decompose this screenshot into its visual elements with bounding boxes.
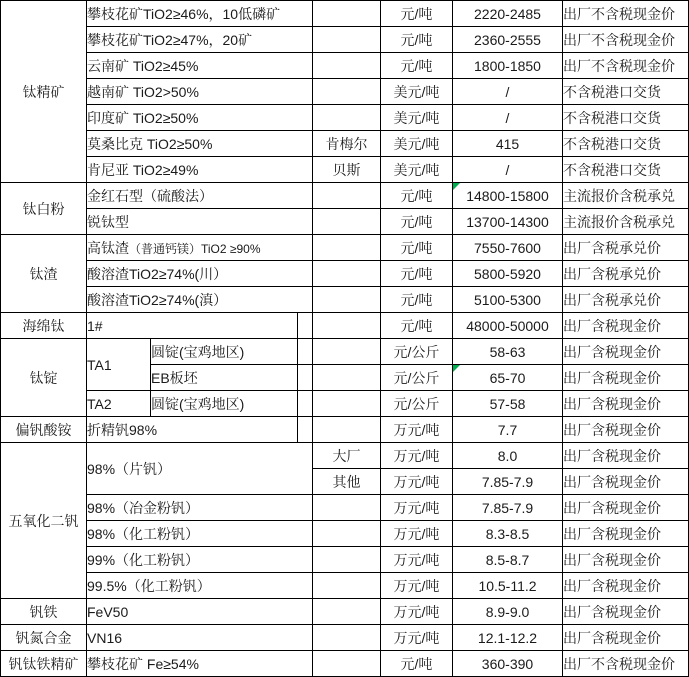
spec-main: 高钛渣 [87, 239, 129, 256]
price-cell: 8.3-8.5 [453, 521, 563, 547]
spec-cell: 99.5%（化工粉钒） [87, 573, 313, 599]
unit-cell: 元/吨 [381, 235, 453, 261]
table-row [1, 79, 689, 105]
terms-cell: 不含税港口交货 [563, 79, 689, 105]
unit-cell: 美元/吨 [381, 79, 453, 105]
unit-cell: 万元/吨 [381, 625, 453, 651]
vendor-cell [313, 313, 381, 339]
terms-cell: 出厂含税现金价 [563, 469, 689, 495]
spec-detail: （普通钙镁）TiO2 ≥90% [129, 241, 261, 256]
price-cell: 10.5-11.2 [453, 573, 563, 599]
spec-cell: 印度矿 TiO2≥50% [87, 105, 313, 131]
table-row [1, 183, 689, 209]
table-row [1, 313, 689, 339]
table-row [1, 261, 689, 287]
unit-cell: 美元/吨 [381, 131, 453, 157]
price-value: 14800-15800 [466, 187, 549, 204]
category-cell: 海绵钛 [1, 313, 87, 339]
gap-cell [298, 417, 313, 443]
gap-cell [298, 339, 313, 365]
unit-cell: 元/吨 [381, 287, 453, 313]
unit-cell: 元/公斤 [381, 365, 453, 391]
terms-cell: 出厂含税承兑价 [563, 235, 689, 261]
unit-cell: 万元/吨 [381, 573, 453, 599]
price-cell: / [453, 105, 563, 131]
vendor-cell [313, 261, 381, 287]
vendor-cell: 大厂 [313, 443, 381, 469]
spec-cell: VN16 [87, 625, 313, 651]
comment-marker-icon [453, 183, 460, 190]
price-cell: 8.0 [453, 443, 563, 469]
price-cell: 2360-2555 [453, 27, 563, 53]
price-cell: 7550-7600 [453, 235, 563, 261]
table-row [1, 27, 689, 53]
spec-cell: 酸溶渣TiO2≥74%(滇） [87, 287, 313, 313]
terms-cell: 出厂含税现金价 [563, 417, 689, 443]
table-row [1, 391, 689, 417]
category-cell: 钒钛铁精矿 [1, 651, 87, 677]
table-row [1, 105, 689, 131]
grade-cell: TA1 [87, 339, 151, 391]
vendor-cell [313, 391, 381, 417]
table-row [1, 131, 689, 157]
vendor-cell [313, 183, 381, 209]
table-row [1, 53, 689, 79]
category-cell: 钒铁 [1, 599, 87, 625]
price-cell [453, 183, 563, 209]
unit-cell: 元/吨 [381, 209, 453, 235]
terms-cell: 不含税港口交货 [563, 105, 689, 131]
spec-cell: 攀枝花矿TiO2≥46%，10低磷矿 [87, 1, 313, 27]
gap-cell [298, 391, 313, 417]
terms-cell: 不含税港口交货 [563, 157, 689, 183]
unit-cell: 元/吨 [381, 313, 453, 339]
table-row [1, 1, 689, 27]
spec-cell: EB板坯 [151, 365, 298, 391]
vendor-cell: 其他 [313, 469, 381, 495]
unit-cell: 元/公斤 [381, 339, 453, 365]
terms-cell: 出厂含税现金价 [563, 625, 689, 651]
vendor-cell [313, 287, 381, 313]
category-cell: 钛渣 [1, 235, 87, 313]
terms-cell: 出厂含税现金价 [563, 443, 689, 469]
vendor-cell [313, 547, 381, 573]
unit-cell: 元/吨 [381, 651, 453, 677]
table-row [1, 495, 689, 521]
vendor-cell [313, 625, 381, 651]
price-cell: 7.7 [453, 417, 563, 443]
unit-cell: 美元/吨 [381, 105, 453, 131]
vendor-cell: 肯梅尔 [313, 131, 381, 157]
spec-cell: 云南矿 TiO2≥45% [87, 53, 313, 79]
table-row [1, 547, 689, 573]
table-row [1, 417, 689, 443]
unit-cell: 美元/吨 [381, 157, 453, 183]
unit-cell: 万元/吨 [381, 521, 453, 547]
terms-cell: 出厂不含税现金价 [563, 651, 689, 677]
vendor-cell [313, 651, 381, 677]
terms-cell: 出厂含税现金价 [563, 365, 689, 391]
spec-cell: 攀枝花矿TiO2≥47%，20矿 [87, 27, 313, 53]
spec-cell: FeV50 [87, 599, 313, 625]
vendor-cell [313, 495, 381, 521]
terms-cell: 出厂含税现金价 [563, 391, 689, 417]
unit-cell: 元/吨 [381, 183, 453, 209]
price-cell: / [453, 157, 563, 183]
terms-cell: 出厂含税承兑价 [563, 261, 689, 287]
vendor-cell [313, 339, 381, 365]
table-row [1, 287, 689, 313]
vendor-cell [313, 365, 381, 391]
gap-cell [298, 365, 313, 391]
price-cell: 13700-14300 [453, 209, 563, 235]
category-cell: 五氧化二钒 [1, 443, 87, 599]
category-cell: 钛精矿 [1, 1, 87, 183]
comment-marker-icon [453, 365, 460, 372]
table-row [1, 651, 689, 677]
price-cell: 8.9-9.0 [453, 599, 563, 625]
price-cell: 5800-5920 [453, 261, 563, 287]
terms-cell: 出厂含税现金价 [563, 313, 689, 339]
gap-cell [298, 313, 313, 339]
table-row [1, 599, 689, 625]
unit-cell: 万元/吨 [381, 417, 453, 443]
table-row [1, 443, 689, 469]
terms-cell: 出厂不含税现金价 [563, 53, 689, 79]
spec-cell: 莫桑比克 TiO2≥50% [87, 131, 313, 157]
spec-cell: 98%（片钒） [87, 443, 313, 495]
table-row [1, 235, 689, 261]
price-value: 65-70 [489, 369, 526, 386]
terms-cell: 出厂含税承兑价 [563, 287, 689, 313]
terms-cell: 主流报价含税承兑 [563, 209, 689, 235]
price-cell: / [453, 79, 563, 105]
terms-cell: 主流报价含税承兑 [563, 183, 689, 209]
price-cell: 360-390 [453, 651, 563, 677]
terms-cell: 出厂含税现金价 [563, 339, 689, 365]
unit-cell: 万元/吨 [381, 547, 453, 573]
price-cell: 415 [453, 131, 563, 157]
table-row [1, 157, 689, 183]
category-cell: 偏钒酸铵 [1, 417, 87, 443]
vendor-cell [313, 105, 381, 131]
vendor-cell [313, 521, 381, 547]
spec-cell: 酸溶渣TiO2≥74%(川） [87, 261, 313, 287]
terms-cell: 出厂含税现金价 [563, 573, 689, 599]
vendor-cell: 贝斯 [313, 157, 381, 183]
spec-cell: 肯尼亚 TiO2≥49% [87, 157, 313, 183]
terms-cell: 不含税港口交货 [563, 131, 689, 157]
unit-cell: 万元/吨 [381, 495, 453, 521]
unit-cell: 元/公斤 [381, 391, 453, 417]
terms-cell: 出厂不含税现金价 [563, 1, 689, 27]
table-row [1, 209, 689, 235]
unit-cell: 万元/吨 [381, 599, 453, 625]
price-cell: 8.5-8.7 [453, 547, 563, 573]
unit-cell: 万元/吨 [381, 469, 453, 495]
spec-cell: 折精钒98% [87, 417, 298, 443]
spec-cell: 攀枝花矿 Fe≥54% [87, 651, 313, 677]
spec-cell: 98%（化工粉钒） [87, 521, 313, 547]
table-row [1, 573, 689, 599]
unit-cell: 元/吨 [381, 53, 453, 79]
vendor-cell [313, 209, 381, 235]
terms-cell: 出厂不含税现金价 [563, 27, 689, 53]
category-cell: 钒氮合金 [1, 625, 87, 651]
unit-cell: 元/吨 [381, 27, 453, 53]
unit-cell: 元/吨 [381, 261, 453, 287]
vendor-cell [313, 27, 381, 53]
spec-cell [87, 235, 313, 261]
vendor-cell [313, 1, 381, 27]
spec-cell: 锐钛型 [87, 209, 313, 235]
price-cell [453, 365, 563, 391]
terms-cell: 出厂含税现金价 [563, 599, 689, 625]
vendor-cell [313, 235, 381, 261]
table-row [1, 625, 689, 651]
spec-cell: 99%（化工粉钒） [87, 547, 313, 573]
vendor-cell [313, 53, 381, 79]
spec-cell: 金红石型（硫酸法） [87, 183, 313, 209]
spec-cell: 1# [87, 313, 298, 339]
spec-cell: 98%（冶金粉钒） [87, 495, 313, 521]
price-cell: 57-58 [453, 391, 563, 417]
vendor-cell [313, 417, 381, 443]
table-row [1, 339, 689, 365]
table-row [1, 521, 689, 547]
category-cell: 钛锭 [1, 339, 87, 417]
price-cell: 1800-1850 [453, 53, 563, 79]
terms-cell: 出厂含税现金价 [563, 521, 689, 547]
price-cell: 5100-5300 [453, 287, 563, 313]
price-cell: 2220-2485 [453, 1, 563, 27]
unit-cell: 元/吨 [381, 1, 453, 27]
vendor-cell [313, 599, 381, 625]
terms-cell: 出厂含税现金价 [563, 547, 689, 573]
unit-cell: 万元/吨 [381, 443, 453, 469]
vendor-cell [313, 573, 381, 599]
price-cell: 48000-50000 [453, 313, 563, 339]
price-cell: 12.1-12.2 [453, 625, 563, 651]
vendor-cell [313, 79, 381, 105]
price-cell: 58-63 [453, 339, 563, 365]
spec-cell: 圆锭(宝鸡地区) [151, 391, 298, 417]
price-cell: 7.85-7.9 [453, 495, 563, 521]
category-cell: 钛白粉 [1, 183, 87, 235]
spec-cell: 越南矿 TiO2>50% [87, 79, 313, 105]
grade-cell: TA2 [87, 391, 151, 417]
spec-cell: 圆锭(宝鸡地区) [151, 339, 298, 365]
price-cell: 7.85-7.9 [453, 469, 563, 495]
terms-cell: 出厂含税现金价 [563, 495, 689, 521]
